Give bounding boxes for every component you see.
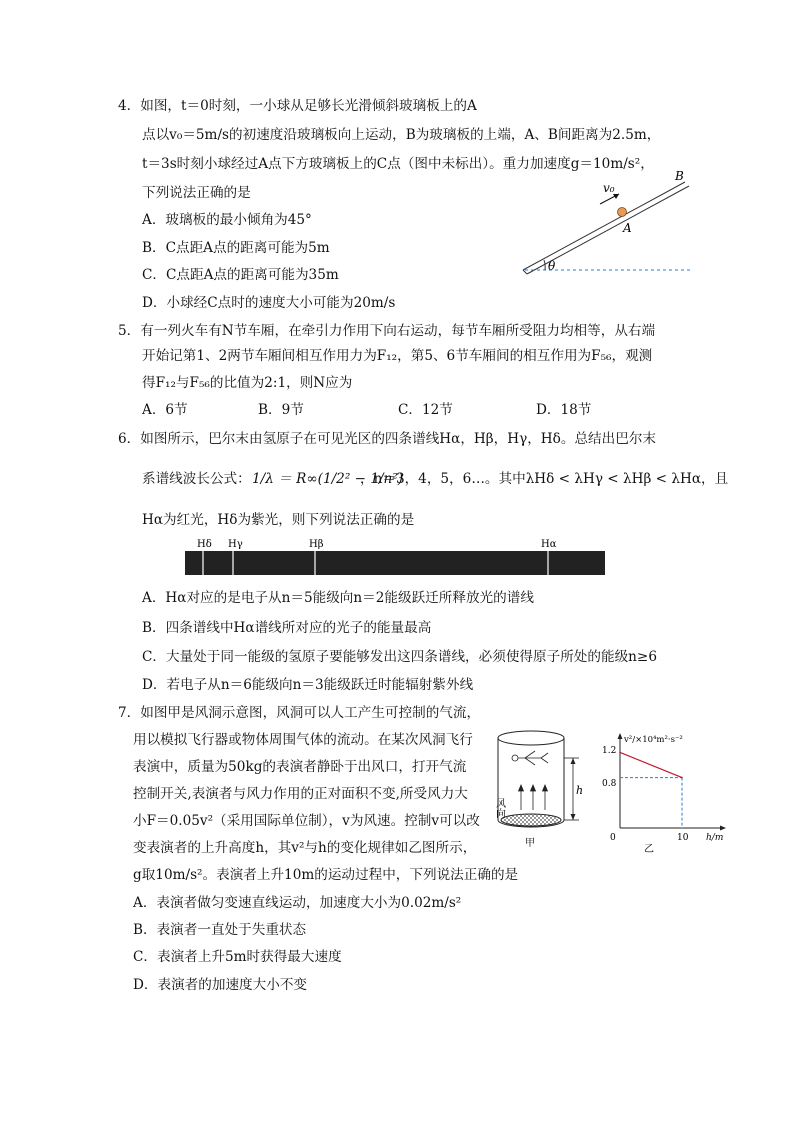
- h-beta-label: Hβ: [309, 539, 324, 550]
- data-point-1: [681, 777, 683, 779]
- q5-line-1: 5．有一列火车有N节车厢，在牵引力作用下向右运动，每节车厢所受阻力均相等，从右端: [118, 323, 656, 339]
- q7-line-7: g取10m/s²。表演者上升10m的运动过程中，下列说法正确的是: [133, 867, 519, 883]
- q4-option-b: B．C点距A点的距离可能为5m: [142, 240, 330, 256]
- x-tick-10: 10: [677, 833, 689, 843]
- point-a-label: A: [623, 221, 632, 235]
- q6-option-a: A．Hα对应的是电子从n＝5能级向n＝2能级跃迁所释放光的谱线: [142, 590, 534, 606]
- y-axis-label: v²/×10⁴m²·s⁻²: [624, 735, 683, 745]
- q5-option-b: B．9节: [258, 402, 304, 418]
- performer-icon: [512, 751, 548, 765]
- q6-line-2-suffix: ，n＝3，4，5，6…。其中λHδ < λHγ < λHβ < λHα，且: [360, 471, 729, 487]
- origin-tick: 0: [610, 833, 616, 843]
- y-tick-1-2: 1.2: [602, 746, 617, 756]
- q6-line-1: 6．如图所示，巴尔末由氢原子在可见光区的四条谱线Hα，Hβ，Hγ，Hδ。总结出巴尔末: [118, 431, 657, 447]
- series-line: [620, 752, 682, 777]
- q4-option-d: D．小球经C点时的速度大小可能为20m/s: [142, 295, 396, 311]
- height-label: h: [576, 784, 584, 797]
- h-alpha-label: Hα: [541, 539, 557, 550]
- q5-option-a: A．6节: [142, 402, 188, 418]
- wind-tunnel-figure: [493, 728, 593, 853]
- q6-line-3: Hα为红光，Hδ为紫光，则下列说法正确的是: [142, 512, 415, 528]
- balmer-formula: 1/λ ＝ R∞(1/2² − 1/n²): [252, 471, 404, 487]
- h-delta-label: Hδ: [197, 539, 212, 550]
- q7-option-a: A．表演者做匀变速直线运动，加速度大小为0.02m/s²: [133, 895, 462, 911]
- q7-option-b: B．表演者一直处于失重状态: [133, 922, 307, 938]
- q4-line-2: 点以v₀＝5m/s的初速度沿玻璃板向上运动，B为玻璃板的上端，A、B间距离为2.5m，: [142, 127, 661, 143]
- q6-option-b: B．四条谱线中Hα谱线所对应的光子的能量最高: [142, 620, 432, 636]
- q4-incline-figure: [515, 170, 695, 280]
- q5-option-d: D．18节: [536, 402, 592, 418]
- q4-line-1: 4．如图，t＝0时刻，一小球从足够长光滑倾斜玻璃板上的A: [118, 98, 477, 114]
- q7-line-6: 变表演者的上升高度h，其v²与h的变化规律如乙图所示，: [133, 840, 477, 856]
- incline-board: [523, 182, 685, 270]
- x-axis-label: h/m: [706, 833, 724, 843]
- q6-option-d: D．若电子从n＝6能级向n＝3能级跃迁时能辐射紫外线: [142, 677, 474, 693]
- q7-option-c: C．表演者上升5m时获得最大速度: [133, 949, 342, 965]
- q5-line-2: 开始记第1、2两节车厢间相互作用力为F₁₂，第5、6节车厢间的相互作用为F₅₆，观测: [142, 348, 653, 364]
- q5-line-3: 得F₁₂与F₅₆的比值为2:1，则N应为: [142, 375, 353, 391]
- q4-option-c: C．C点距A点的距离可能为35m: [142, 267, 339, 283]
- q7-line-1: 7．如图甲是风洞示意图，风洞可以人工产生可控制的气流，: [118, 705, 481, 721]
- figure-yi-caption: 乙: [644, 844, 654, 855]
- point-b-label: B: [675, 169, 684, 183]
- q7-line-3: 表演中，质量为50kg的表演者静卧于出风口，打开气流: [133, 759, 467, 775]
- figure-jia-caption: 甲: [525, 838, 535, 849]
- spectrum-bar: [185, 551, 605, 575]
- ball-icon: [618, 208, 627, 217]
- q7-line-4: 控制开关,表演者与风力作用的正对面积不变,所受风力大: [133, 786, 468, 802]
- q7-line-2: 用以模拟飞行器或物体周围气体的流动。在某次风洞飞行: [133, 732, 473, 748]
- q5-option-c: C．12节: [398, 402, 453, 418]
- theta-label: θ: [548, 259, 556, 273]
- wind-direction-label: 风向: [493, 798, 505, 818]
- q6-option-c: C．大量处于同一能级的氢原子要能够发出这四条谱线，必须使得原子所处的能级n≥6: [142, 649, 657, 665]
- q7-line-5: 小F＝0.05v²（采用国际单位制），v为风速。控制v可以改: [133, 813, 480, 829]
- q6-line-2-prefix: 系谱线波长公式：: [142, 471, 251, 487]
- q4-line-3: t＝3s时刻小球经过A点下方玻璃板上的C点（图中未标出）。重力加速度g＝10m/s²，: [142, 156, 654, 172]
- h-gamma-label: Hγ: [228, 539, 243, 550]
- hydrogen-spectrum-figure: [185, 535, 610, 580]
- wind-arrows: [519, 785, 548, 810]
- v2-h-chart: [598, 728, 733, 853]
- q4-line-4: 下列说法正确的是: [142, 185, 251, 201]
- tunnel-top: [498, 731, 564, 745]
- air-outlet: [501, 814, 561, 826]
- q4-option-a: A．玻璃板的最小倾角为45°: [142, 212, 312, 228]
- v0-label: v₀: [603, 181, 615, 195]
- y-tick-0-8: 0.8: [602, 779, 617, 789]
- data-point-0: [619, 752, 621, 754]
- q7-option-d: D．表演者的加速度大小不变: [133, 977, 308, 993]
